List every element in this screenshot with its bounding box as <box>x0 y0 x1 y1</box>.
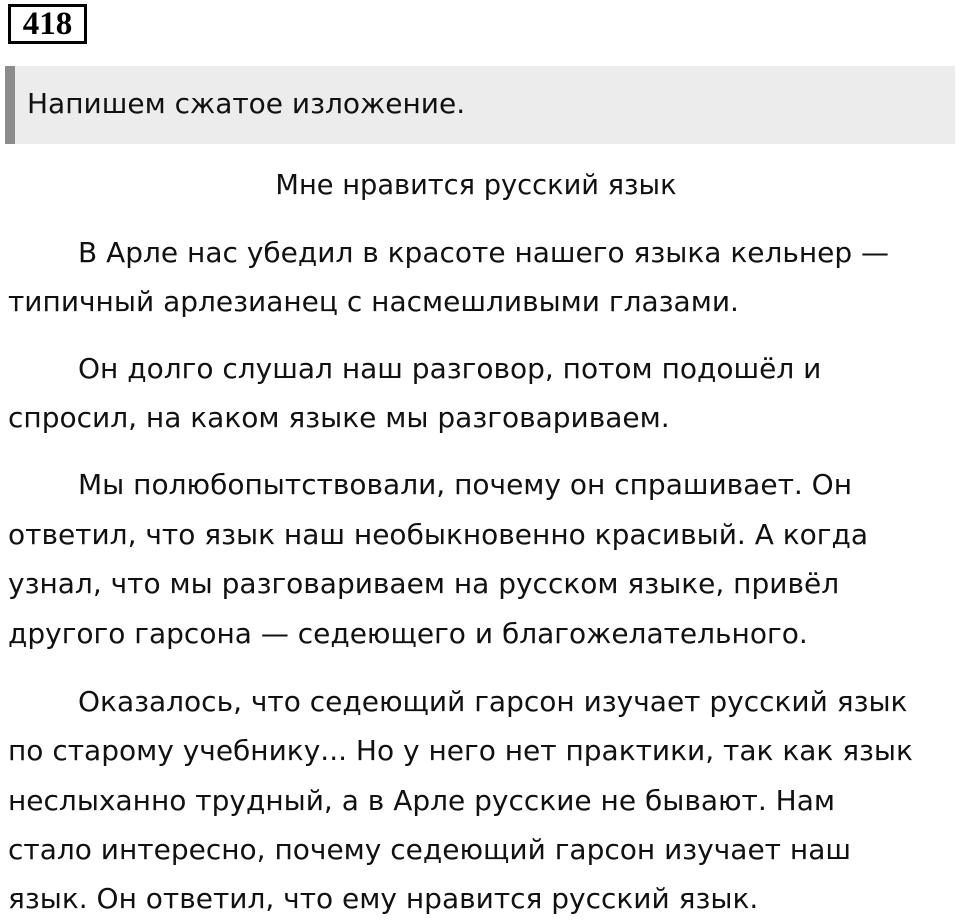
exercise-number: 418 <box>8 4 87 44</box>
text-line: ответил, что язык наш необыкновенно красивый. А когда <box>8 518 869 551</box>
text-line: узнал, что мы разговариваем на русском языке, привёл <box>8 567 840 600</box>
task-instruction: Напишем сжатое изложение. <box>27 87 466 120</box>
text-title: Мне нравится русский язык <box>275 168 677 201</box>
text-line: неслыханно трудный, а в Арле русские не бывают. Нам <box>8 784 835 817</box>
text-line: В Арле нас убедил в красоте нашего языка кельнер — <box>78 236 890 269</box>
text-line: Оказалось, что седеющий гарсон изучает русский язык <box>78 685 908 718</box>
task-banner <box>5 66 955 144</box>
text-line: стало интересно, почему седеющий гарсон изучает наш <box>8 833 851 866</box>
text-line: типичный арлезианец с насмешливыми глазами. <box>8 285 739 318</box>
text-line: другого гарсона — седеющего и благожелательного. <box>8 617 808 650</box>
text-line: язык. Он ответил, что ему нравится русский язык. <box>8 882 759 915</box>
text-line: по старому учебнику... Но у него нет практики, так как язык <box>8 734 913 767</box>
text-line: спросил, на каком языке мы разговариваем. <box>8 401 670 434</box>
text-line: Мы полюбопытствовали, почему он спрашивает. Он <box>78 468 853 501</box>
text-line: Он долго слушал наш разговор, потом подошёл и <box>78 352 822 385</box>
